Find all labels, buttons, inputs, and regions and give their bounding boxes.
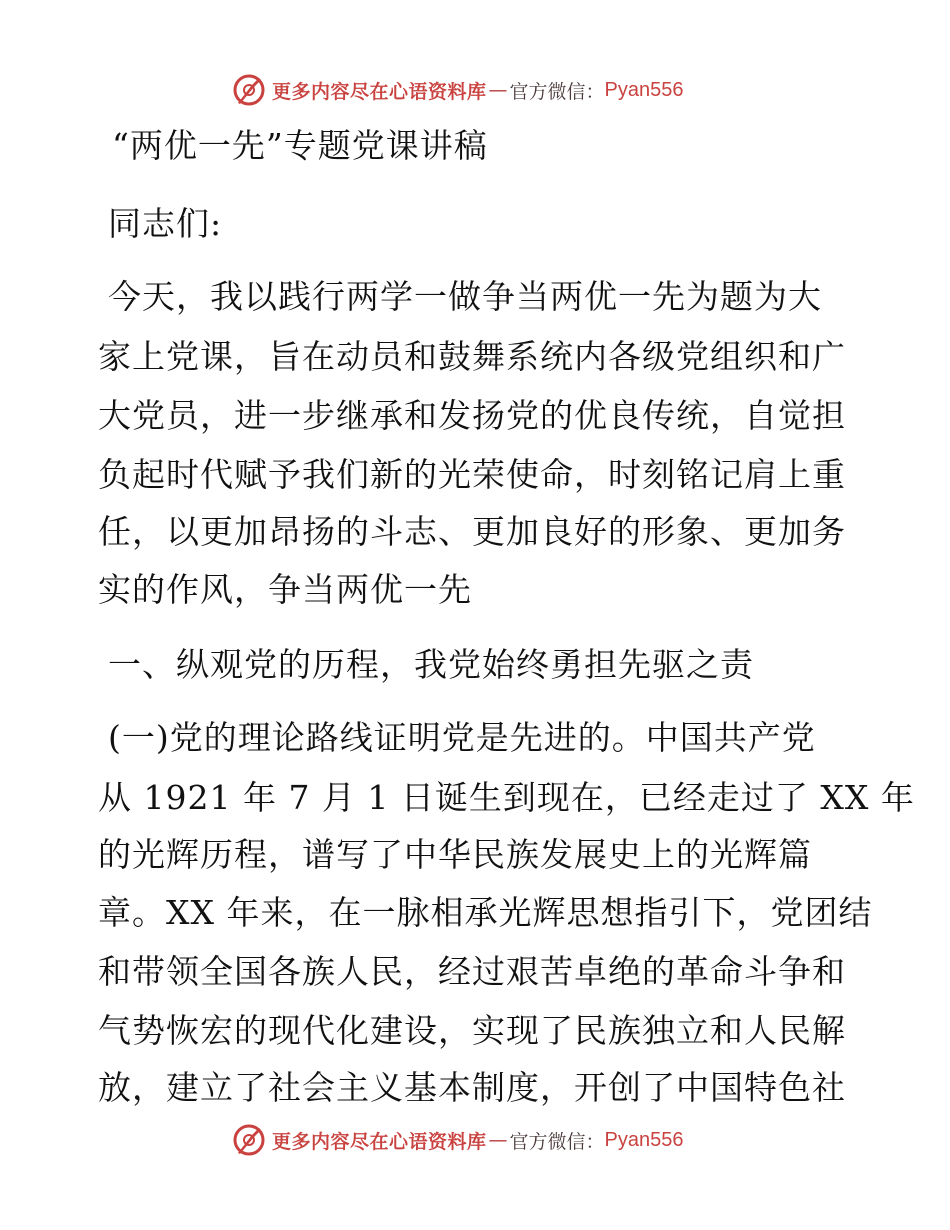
watermark-wechat-id: Pyan556 [604,1128,684,1151]
paragraph2-line: 和带领全国各族人民，经过艰苦卓绝的革命斗争和 [98,952,846,991]
salutation: 同志们: [108,204,223,243]
watermark-dash: — [488,79,508,101]
paragraph1-line: 实的作风，争当两优一先 [98,570,472,609]
paragraph1-line: 任，以更加昂扬的斗志、更加良好的形象、更加务 [98,512,846,551]
pen-circle-logo-icon [232,1123,266,1157]
paragraph2-line: 气势恢宏的现代化建设，实现了民族独立和人民解 [98,1011,846,1050]
watermark-wechat-id: Pyan556 [604,78,684,101]
section1-heading: 一、纵观党的历程，我党始终勇担先驱之责 [108,645,754,684]
watermark-wechat-label: 官方微信： [509,1130,605,1153]
watermark-wechat-label: 官方微信： [509,80,605,103]
paragraph2-line: 章。XX 年来，在一脉相承光辉思想指引下，党团结 [98,893,873,932]
paragraph1-line: 家上党课，旨在动员和鼓舞系统内各级党组织和广 [98,337,846,376]
paragraph1-line: 负起时代赋予我们新的光荣使命，时刻铭记肩上重 [98,455,846,494]
watermark-dash: — [488,1129,508,1151]
paragraph2-line: 从 1921 年 7 月 1 日诞生到现在，已经走过了 XX 年 [98,778,915,817]
pen-circle-logo-icon [232,73,266,107]
footer-watermark [232,1122,684,1158]
watermark-site-text: 更多内容尽在心语资料库 [272,80,487,103]
paragraph2-line: (一)党的理论路线证明党是先进的。中国共产党 [108,718,816,757]
watermark-site-text: 更多内容尽在心语资料库 [272,1130,487,1153]
paragraph1-line: 今天，我以践行两学一做争当两优一先为题为大 [108,277,822,316]
paragraph1-line: 大党员，进一步继承和发扬党的优良传统，自觉担 [98,396,846,435]
document-title: “两优一先”专题党课讲稿 [112,126,488,165]
paragraph2-line: 的光辉历程，谱写了中华民族发展史上的光辉篇 [98,835,812,874]
header-watermark [232,72,684,108]
paragraph2-line: 放，建立了社会主义基本制度，开创了中国特色社 [98,1068,846,1107]
